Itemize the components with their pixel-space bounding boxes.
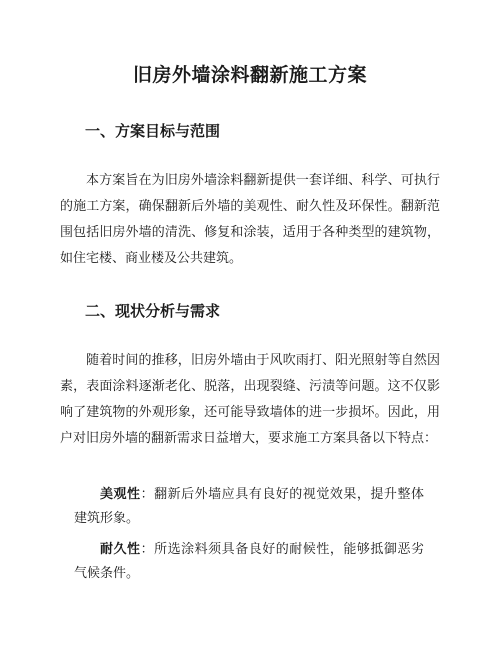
- feature-item-durability: [74, 538, 424, 586]
- section-paragraph-goals: 本方案旨在为旧房外墙涂料翻新提供一套详细、科学、可执行的施工方案，确保翻新后外墙的美观性、耐久性及环保性。翻新范围包括旧房外墙的清洗、修复和涂装，适用于各种类型的建筑物，如住宅楼、商业楼及公共建筑。: [60, 173, 440, 266]
- feature-item-aesthetics: [74, 483, 424, 531]
- document-title: 旧房外墙涂料翻新施工方案: [132, 64, 367, 86]
- section-heading-analysis: 二、现状分析与需求: [85, 302, 221, 320]
- feature-text: ：翻新后外墙应具有良好的视觉效果，提升整体建筑形象。: [74, 487, 424, 526]
- feature-term: 耐久性: [100, 542, 141, 557]
- feature-term: 美观性: [100, 487, 141, 502]
- section-paragraph-analysis: 随着时间的推移，旧房外墙由于风吹雨打、阳光照射等自然因素，表面涂料逐渐老化、脱落，出现裂缝、污渍等问题。这不仅影响了建筑物的外观形象，还可能导致墙体的进一步损坏。因此，用户对旧房外墙的翻新需求日益增大，要求施工方案具备以下特点：: [60, 353, 440, 446]
- feature-text: ：所选涂料须具备良好的耐候性，能够抵御恶劣气候条件。: [74, 542, 424, 581]
- section-heading-goals: 一、方案目标与范围: [85, 122, 221, 140]
